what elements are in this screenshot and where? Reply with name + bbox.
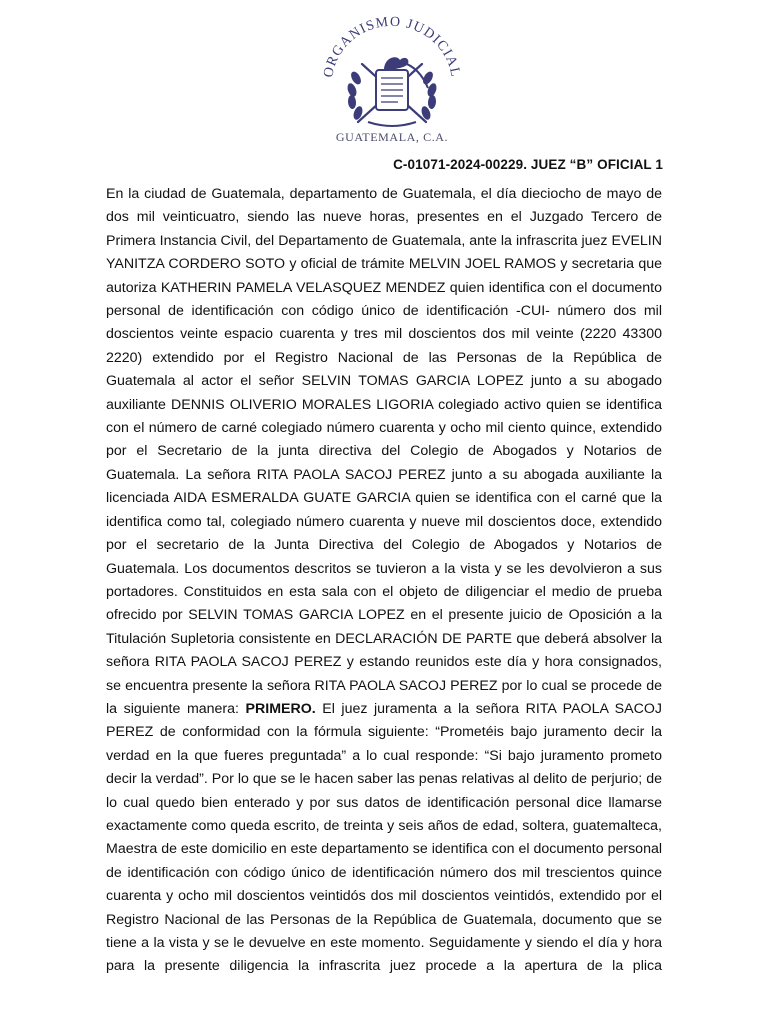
seal-arc-text: ORGANISMO JUDICIAL <box>321 14 463 79</box>
court-seal <box>318 14 466 150</box>
case-number: C-01071-2024-00229. JUEZ “B” OFICIAL 1 <box>393 157 663 172</box>
seal-caption: GUATEMALA, C.A. <box>335 130 449 144</box>
section-heading-primero: PRIMERO. <box>245 700 316 717</box>
document-body <box>106 183 662 979</box>
body-paragraph-part-2: El juez juramenta a la señora RITA PAOLA SACOJ PEREZ de conformidad con la fórmula siguiente: “Prometéis bajo juramento decir la verdad en la que fueres preguntada” a lo cual responde: “Si bajo juramento prometo decir la verdad”. Por lo que se le hacen saber las penas relativas al delito de perjurio; de lo cual quedo bien enterado y por sus datos de identificación personal dice llamarse exactamente como queda escrito, de treinta y seis años de edad, soltera, guatemalteca, Maestra de este domicilio en este departamento se identifica con el documento personal de identificación con código único de identificación número dos mil trescientos quince cuarenta y ocho mil doscientos veintidós dos mil doscientos veintidós, extendido por el Registro Nacional de las Personas de la República de Guatemala, documento que se tiene a la vista y se le devuelve en este momento. Seguidamente y siendo el día y hora para la presente diligencia la infrascrita juez procede a la apertura de la plica <box>106 700 663 975</box>
seal-emblem-icon <box>318 14 466 136</box>
body-paragraph-part-1: En la ciudad de Guatemala, departamento de Guatemala, el día dieciocho de mayo de dos mil veinticuatro, siendo las nueve horas, presentes en el Juzgado Tercero de Primera Instancia Civil, del Departamento de Guatemala, ante la infrascrita juez EVELIN YANITZA CORDERO SOTO y oficial de trámite MELVIN JOEL RAMOS y secretaria que autoriza KATHERIN PAMELA VELASQUEZ MENDEZ quien identifica con el documento personal de identificación con código único de identificación -CUI- número dos mil doscientos veinte espacio cuarenta y tres mil doscientos dos mil veinte (2220 43300 2220) extendido por el Registro Nacional de las Personas de la República de Guatemala al actor el señor SELVIN TOMAS GARCIA LOPEZ junto a su abogado auxiliante DENNIS OLIVERIO MORALES LIGORIA colegiado activo quien se identifica con el número de carné colegiado número cuarenta y ocho mil ciento quince, extendido por el Secretario de la junta directiva del Colegio de Abogados y Notarios de Guatemala. La señora RITA PAOLA SACOJ PEREZ junto a su abogada auxiliante la licenciada AIDA ESMERALDA GUATE GARCIA quien se identifica con el carné que la identifica como tal, colegiado número cuarenta y nueve mil doscientos doce, extendido por el secretario de la Junta Directiva del Colegio de Abogados y Notarios de Guatemala. Los documentos descritos se tuvieron a la vista y se les devolvieron a sus portadores. Constituidos en esta sala con el objeto de diligenciar el medio de prueba ofrecido por SELVIN TOMAS GARCIA LOPEZ en el presente juicio de Oposición a la Titulación Supletoria consistente en DECLARACIÓN DE PARTE que deberá absolver la señora RITA PAOLA SACOJ PEREZ y estando reunidos este día y hora consignados, se encuentra presente la señora RITA PAOLA SACOJ PEREZ por lo cual se procede de la siguiente manera: <box>106 186 662 717</box>
